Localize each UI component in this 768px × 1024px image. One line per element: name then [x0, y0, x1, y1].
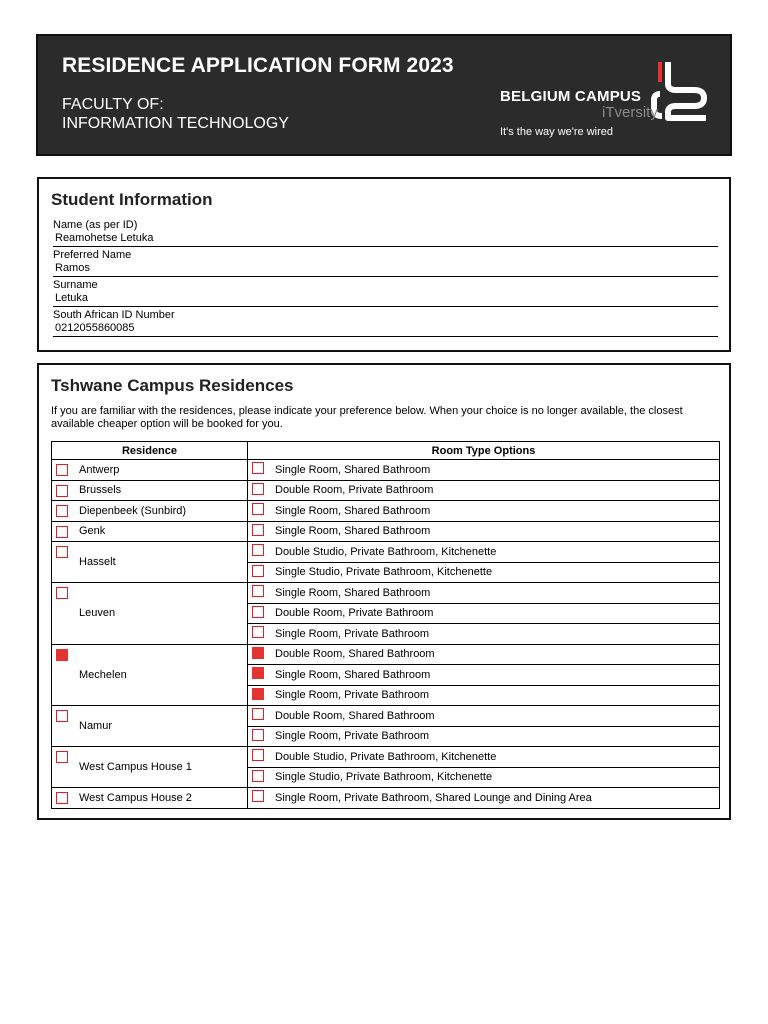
table-row	[52, 501, 720, 522]
logo-tagline: It's the way we're wired	[500, 126, 614, 138]
room-type-label: Single Room, Shared Bathroom	[275, 586, 431, 599]
room-type-label: Single Studio, Private Bathroom, Kitchenette	[275, 566, 493, 579]
surname-field[interactable]	[53, 277, 718, 307]
faculty-label: FACULTY OF:	[62, 96, 164, 113]
residence-cell	[52, 788, 248, 809]
table-row	[52, 583, 720, 604]
residence-name: Namur	[79, 720, 113, 732]
residence-name: West Campus House 2	[79, 791, 192, 804]
faculty-name: INFORMATION TECHNOLOGY	[62, 115, 289, 132]
residence-name: Antwerp	[79, 463, 120, 476]
table-row	[52, 788, 720, 809]
preferred-name-field-value[interactable]: Ramos	[55, 262, 90, 274]
room-type-cell	[248, 726, 720, 747]
residence-cell	[52, 521, 248, 542]
residence-name: Hasselt	[79, 556, 116, 568]
residence-options-table	[51, 441, 720, 809]
room-type-label: Single Room, Private Bathroom	[275, 627, 430, 640]
room-type-cell	[248, 747, 720, 768]
residence-column-header: Residence	[52, 442, 248, 460]
table-row	[52, 706, 720, 727]
residence-cell	[52, 542, 248, 583]
residences-instructions: If you are familiar with the residences, please indicate your preference below. When your choice is no longer available, the closest available cheaper option will be booked for you.	[51, 405, 683, 430]
room-type-cell	[248, 706, 720, 727]
preferred-name-field-label: Preferred Name	[53, 249, 132, 261]
room-type-cell	[248, 624, 720, 645]
room-type-cell	[248, 480, 720, 501]
id-number-field[interactable]	[53, 307, 718, 337]
room-type-cell	[248, 644, 720, 665]
residence-cell	[52, 747, 248, 788]
residence-cell	[52, 460, 248, 481]
residence-cell	[52, 644, 248, 706]
form-title: RESIDENCE APPLICATION FORM 2023	[62, 54, 454, 77]
table-row	[52, 542, 720, 563]
logo-subtitle: iTversity	[602, 104, 658, 121]
room-type-label: Double Studio, Private Bathroom, Kitchenette	[275, 545, 497, 558]
residence-name: Mechelen	[79, 668, 127, 681]
room-type-label: Single Room, Private Bathroom	[275, 689, 430, 702]
id-number-field-value[interactable]: 0212055860085	[55, 322, 135, 334]
room-type-cell	[248, 685, 720, 706]
residence-name: Diepenbeek (Sunbird)	[79, 504, 187, 517]
name-field-label: Name (as per ID)	[53, 219, 138, 231]
room-type-label: Single Studio, Private Bathroom, Kitchenette	[275, 771, 493, 784]
room-type-label: Double Room, Private Bathroom	[275, 484, 434, 497]
table-row	[52, 521, 720, 542]
room-type-cell	[248, 603, 720, 624]
table-header-row	[52, 442, 720, 460]
student-information-panel	[37, 177, 731, 352]
room-type-label: Single Room, Shared Bathroom	[275, 463, 431, 476]
room-type-cell	[248, 665, 720, 686]
residence-checkbox[interactable]	[56, 649, 68, 661]
residence-name: Brussels	[79, 484, 122, 497]
logo-wordmark: BELGIUM CAMPUS	[500, 88, 642, 105]
belgium-campus-logo	[500, 58, 725, 148]
room-type-column-header: Room Type Options	[248, 442, 720, 460]
surname-field-value[interactable]: Letuka	[55, 292, 89, 304]
room-type-label: Double Room, Shared Bathroom	[275, 648, 435, 661]
table-row	[52, 480, 720, 501]
residence-checkbox[interactable]	[56, 587, 68, 599]
residence-cell	[52, 706, 248, 747]
room-type-cell	[248, 583, 720, 604]
room-type-cell	[248, 460, 720, 481]
id-number-field-label: South African ID Number	[53, 309, 175, 321]
room-type-label: Single Room, Shared Bathroom	[275, 525, 431, 538]
residence-cell	[52, 480, 248, 501]
room-type-label: Single Room, Shared Bathroom	[275, 668, 431, 681]
belgium-campus-logo-mark-icon	[650, 60, 710, 122]
room-type-cell	[248, 788, 720, 809]
residences-heading: Tshwane Campus Residences	[51, 376, 294, 395]
room-type-label: Single Room, Shared Bathroom	[275, 504, 431, 517]
table-row	[52, 644, 720, 665]
room-type-cell	[248, 767, 720, 788]
preferred-name-field[interactable]	[53, 247, 718, 277]
room-type-label: Double Studio, Private Bathroom, Kitchenette	[275, 750, 497, 763]
room-type-cell	[248, 521, 720, 542]
table-row	[52, 747, 720, 768]
residence-table-body	[52, 460, 720, 809]
residences-panel	[37, 363, 731, 820]
room-type-label: Double Room, Private Bathroom	[275, 607, 434, 620]
room-type-cell	[248, 501, 720, 522]
residence-cell	[52, 583, 248, 645]
surname-field-label: Surname	[53, 279, 98, 291]
name-field[interactable]	[53, 217, 718, 247]
name-field-value[interactable]: Reamohetse Letuka	[55, 232, 154, 244]
table-row	[52, 460, 720, 481]
residence-name: West Campus House 1	[79, 761, 192, 773]
room-type-label: Single Room, Private Bathroom	[275, 730, 430, 743]
student-information-heading: Student Information	[51, 190, 213, 209]
residence-cell	[52, 501, 248, 522]
residence-name: Leuven	[79, 607, 116, 620]
room-type-cell	[248, 562, 720, 583]
room-type-label: Double Room, Shared Bathroom	[275, 709, 435, 722]
room-type-cell	[248, 542, 720, 563]
room-type-label: Single Room, Private Bathroom, Shared Lounge and Dining Area	[275, 791, 592, 804]
residence-name: Genk	[79, 525, 106, 538]
form-header-banner	[36, 34, 732, 156]
